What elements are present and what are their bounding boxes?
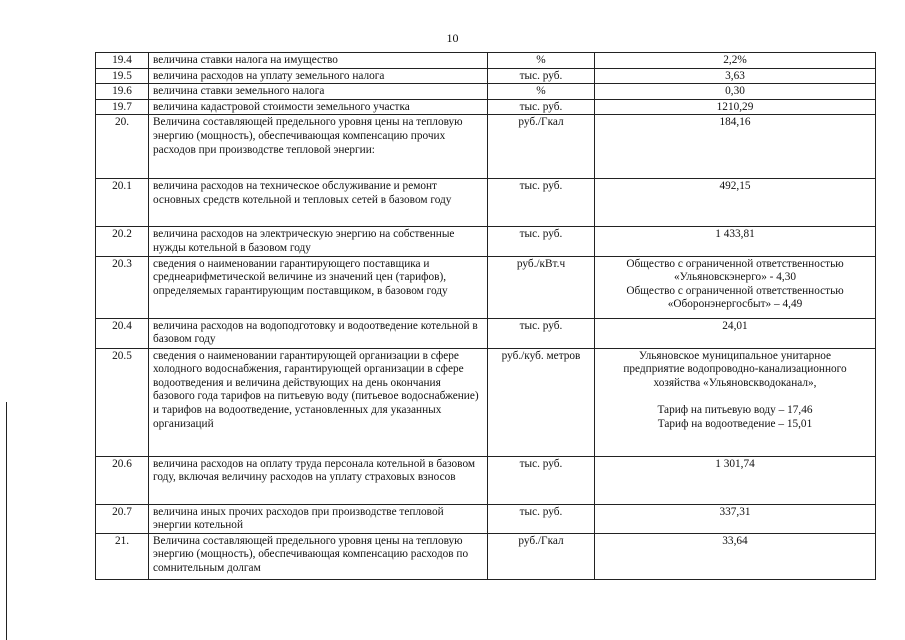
description-cell: Величина составляющей предельного уровня цены на тепловую энергию (мощность), обеспечивающая компенсацию расходов по сомнительным долгам — [149, 533, 488, 579]
table-row — [96, 504, 876, 533]
description-cell: величина ставки налога на имущество — [149, 53, 488, 69]
value-cell — [595, 84, 876, 100]
table-row — [96, 53, 876, 69]
value-cell — [595, 256, 876, 318]
value-cell — [595, 456, 876, 504]
value-line: 33,64 — [722, 534, 748, 547]
table-row — [96, 318, 876, 348]
description-cell: величина ставки земельного налога — [149, 84, 488, 100]
value-line: 184,16 — [719, 116, 751, 129]
unit-cell: руб./Гкал — [488, 115, 595, 179]
table-row — [96, 256, 876, 318]
table-body — [96, 53, 876, 580]
description-cell: величина расходов на уплату земельного налога — [149, 68, 488, 84]
unit-cell: руб./куб. метров — [488, 348, 595, 456]
unit-cell: руб./Гкал — [488, 533, 595, 579]
unit-cell: % — [488, 53, 595, 69]
value-line: 1 433,81 — [715, 228, 755, 241]
unit-cell: тыс. руб. — [488, 504, 595, 533]
description-cell: Величина составляющей предельного уровня цены на тепловую энергию (мощность), обеспечивающая компенсацию прочих расходов при производстве тепловой энергии: — [149, 115, 488, 179]
table-row — [96, 533, 876, 579]
value-cell — [595, 99, 876, 115]
value-cell — [595, 504, 876, 533]
value-line: 1 301,74 — [715, 457, 755, 470]
value-line: «Оборонэнергосбыт» – 4,49 — [667, 298, 803, 311]
description-cell: величина расходов на оплату труда персонала котельной в базовом году, включая величину расходов на уплату страховых взносов — [149, 456, 488, 504]
tariff-table — [95, 52, 876, 580]
value-line: хозяйства «Ульяновскводоканал», — [653, 376, 817, 389]
table-row — [96, 179, 876, 227]
scan-margin-line — [6, 402, 7, 640]
value-line: 24,01 — [722, 319, 748, 332]
table-row — [96, 348, 876, 456]
value-line: предприятие водопроводно-канализационного — [623, 363, 847, 376]
value-cell — [595, 533, 876, 579]
item-number-cell: 19.5 — [96, 68, 149, 84]
table-row — [96, 99, 876, 115]
value-cell — [595, 53, 876, 69]
item-number-cell: 20.2 — [96, 227, 149, 256]
value-line: Тариф на питьевую воду – 17,46 — [657, 403, 813, 416]
description-cell: величина расходов на водоподготовку и водоотведение котельной в базовом году — [149, 318, 488, 348]
item-number-cell: 20.7 — [96, 504, 149, 533]
description-cell: величина иных прочих расходов при производстве тепловой энергии котельной — [149, 504, 488, 533]
unit-cell: % — [488, 84, 595, 100]
item-number-cell: 19.7 — [96, 99, 149, 115]
value-line: 2,2% — [723, 54, 747, 66]
value-cell — [595, 227, 876, 256]
value-line: 492,15 — [719, 180, 751, 193]
value-cell — [595, 115, 876, 179]
value-cell — [595, 179, 876, 227]
unit-cell: тыс. руб. — [488, 227, 595, 256]
description-cell: величина расходов на техническое обслуживание и ремонт основных средств котельной и тепловых сетей в базовом году — [149, 179, 488, 227]
value-cell — [595, 318, 876, 348]
item-number-cell: 20.3 — [96, 256, 149, 318]
item-number-cell: 19.4 — [96, 53, 149, 69]
unit-cell: тыс. руб. — [488, 68, 595, 84]
unit-cell: тыс. руб. — [488, 318, 595, 348]
value-spacer — [599, 390, 871, 404]
value-line: 1210,29 — [716, 100, 754, 113]
value-line: Общество с ограниченной ответственностью — [626, 257, 844, 270]
value-cell — [595, 348, 876, 456]
description-cell: сведения о наименовании гарантирующей организации в сфере холодного водоснабжения, гарантирующей организации в сфере водоотведения и величина действующих на день окончания базового года тарифов на питьевую воду (питьевое водоснабжение) и тарифов на водоотведение, установленных для указанных организаций — [149, 348, 488, 456]
description-cell: величина расходов на электрическую энергию на собственные нужды котельной в базовом году — [149, 227, 488, 256]
value-line: 337,31 — [719, 505, 751, 518]
value-line: Ульяновское муниципальное унитарное — [638, 349, 832, 362]
item-number-cell: 20.6 — [96, 456, 149, 504]
unit-cell: тыс. руб. — [488, 456, 595, 504]
value-line: 3,63 — [725, 69, 745, 82]
value-cell — [595, 68, 876, 84]
value-line: Тариф на водоотведение – 15,01 — [657, 417, 813, 430]
description-cell: величина кадастровой стоимости земельного участка — [149, 99, 488, 115]
value-line: 0,30 — [725, 85, 745, 98]
table-row — [96, 115, 876, 179]
table-row — [96, 227, 876, 256]
item-number-cell: 21. — [96, 533, 149, 579]
item-number-cell: 19.6 — [96, 84, 149, 100]
unit-cell: руб./кВт.ч — [488, 256, 595, 318]
item-number-cell: 20.5 — [96, 348, 149, 456]
description-cell: сведения о наименовании гарантирующего поставщика и среднеарифметической величине из значений цен (тарифов), определяемых гарантирующим поставщиком, в базовом году — [149, 256, 488, 318]
value-line: Общество с ограниченной ответственностью — [626, 284, 844, 297]
item-number-cell: 20.4 — [96, 318, 149, 348]
item-number-cell: 20.1 — [96, 179, 149, 227]
table-row — [96, 68, 876, 84]
unit-cell: тыс. руб. — [488, 99, 595, 115]
page-number: 10 — [446, 31, 459, 45]
table-row — [96, 84, 876, 100]
item-number-cell: 20. — [96, 115, 149, 179]
unit-cell: тыс. руб. — [488, 179, 595, 227]
value-line: «Ульяновскэнерго» - 4,30 — [673, 271, 797, 284]
table-row — [96, 456, 876, 504]
